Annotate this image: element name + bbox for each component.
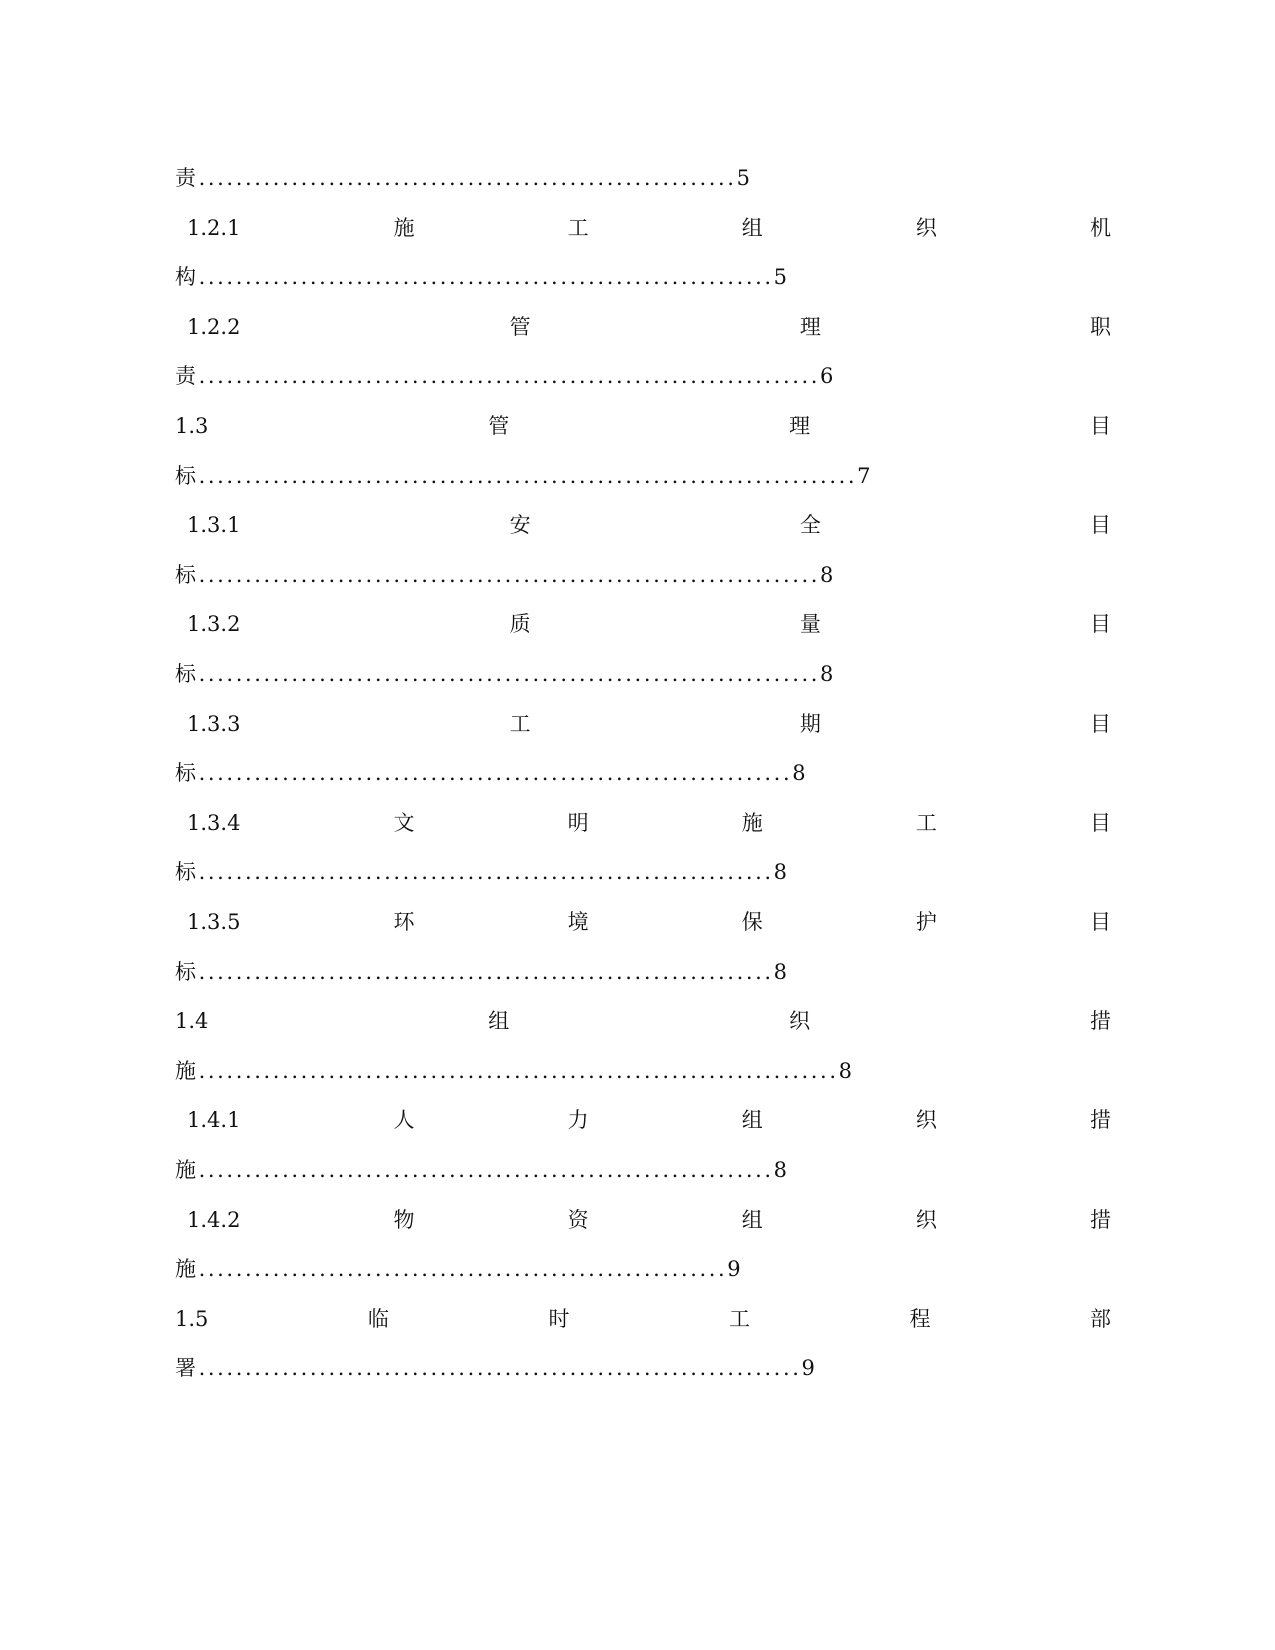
toc-section-number: 1.2.2: [187, 314, 241, 339]
toc-heading-char: 明: [567, 810, 589, 835]
toc-heading-char: 环: [393, 910, 415, 934]
toc-heading-char: 织: [789, 1009, 811, 1034]
toc-heading-char: 织: [915, 1108, 937, 1133]
toc-leader-line: [175, 557, 1111, 593]
toc-heading-char: 措: [1089, 1108, 1111, 1133]
toc-heading-line: [175, 805, 1111, 841]
toc-section-number: 1.3.3: [187, 711, 241, 736]
toc-heading-char: 文: [393, 810, 415, 835]
toc-leader-text: 构..............................................................5: [175, 265, 790, 290]
toc-heading-char: 量: [799, 612, 821, 637]
toc-leader-text: 标..............................................................8: [175, 959, 790, 984]
toc-section-number: 1.4.1: [187, 1108, 241, 1133]
toc-heading-char: 措: [1089, 1009, 1111, 1034]
toc-heading-char: 施: [741, 810, 763, 835]
toc-leader-text: 责..........................................................5: [175, 166, 753, 190]
toc-leader-text: 标...................................................................8: [175, 562, 837, 587]
toc-heading-char: 工: [915, 810, 937, 835]
toc-heading-line: [175, 1003, 1111, 1039]
toc-heading-char: 力: [567, 1108, 589, 1133]
toc-heading-char: 措: [1089, 1207, 1111, 1232]
toc-heading-line: [175, 210, 1111, 246]
toc-section-number: 1.4.2: [187, 1207, 241, 1232]
toc-leader-text: 标..............................................................8: [175, 860, 790, 885]
toc-heading-char: 理: [799, 314, 821, 339]
toc-heading-char: 程: [909, 1306, 931, 1331]
toc-section-number: 1.3.2: [187, 612, 241, 637]
toc-heading-line: [175, 408, 1111, 444]
toc-section-number: 1.3.5: [187, 910, 241, 934]
toc-heading-char: 目: [1090, 711, 1111, 736]
toc-heading-char: 职: [1090, 314, 1111, 339]
toc-heading-char: 目: [1089, 414, 1111, 438]
toc-heading-char: 组: [741, 1108, 763, 1133]
toc-leader-text: 署.................................................................9: [175, 1356, 818, 1381]
toc-heading-line: [175, 706, 1111, 742]
toc-heading-char: 目: [1089, 810, 1111, 835]
toc-leader-text: 标...................................................................8: [175, 662, 837, 686]
toc-section-number: 1.5: [175, 1306, 209, 1331]
toc-heading-char: 织: [915, 1207, 937, 1232]
toc-heading-char: 目: [1090, 513, 1111, 538]
toc-heading-char: 安: [509, 513, 531, 538]
toc-heading-char: 织: [915, 215, 937, 240]
toc-leader-text: 责...................................................................6: [175, 364, 837, 389]
toc-heading-char: 境: [567, 910, 589, 934]
toc-heading-char: 管: [509, 314, 531, 339]
toc-leader-text: 标.......................................................................7: [175, 463, 874, 488]
toc-heading-char: 物: [393, 1207, 415, 1232]
toc-leader-text: 施.....................................................................8: [175, 1058, 855, 1083]
toc-leader-line: [175, 1251, 1111, 1287]
toc-leader-text: 标................................................................8: [175, 761, 809, 786]
toc-section-number: 1.3.4: [187, 810, 241, 835]
toc-heading-char: 临: [367, 1306, 389, 1331]
toc-heading-char: 质: [509, 612, 531, 637]
toc-heading-char: 目: [1089, 910, 1111, 934]
toc-leader-line: [175, 854, 1111, 890]
toc-heading-char: 人: [393, 1108, 415, 1133]
toc-heading-char: 机: [1089, 215, 1111, 240]
toc-leader-text: 施..............................................................8: [175, 1158, 790, 1182]
toc-heading-char: 工: [509, 711, 531, 736]
toc-heading-line: [175, 1202, 1111, 1238]
toc-heading-char: 管: [488, 414, 510, 438]
toc-leader-line: [175, 1152, 1111, 1188]
toc-heading-line: [175, 904, 1111, 940]
toc-heading-char: 施: [393, 215, 415, 240]
toc-heading-line: [175, 606, 1111, 642]
toc-heading-line: [175, 507, 1111, 543]
toc-heading-char: 理: [789, 414, 811, 438]
toc-leader-line: [175, 755, 1111, 791]
toc-section-number: 1.3: [175, 414, 209, 438]
toc-leader-line: [175, 458, 1111, 494]
toc-leader-line: [175, 358, 1111, 394]
toc-section-number: 1.3.1: [187, 513, 241, 538]
toc-leader-line: [175, 1053, 1111, 1089]
toc-heading-char: 组: [741, 215, 763, 240]
toc-leader-line: [175, 1350, 1111, 1386]
toc-heading-char: 工: [728, 1306, 750, 1331]
toc-section-number: 1.4: [175, 1009, 209, 1034]
toc-leader-line: [175, 954, 1111, 990]
toc-heading-char: 期: [799, 711, 821, 736]
toc-heading-char: 组: [488, 1009, 510, 1034]
toc-heading-char: 组: [741, 1207, 763, 1232]
toc-heading-line: [175, 1301, 1111, 1337]
toc-heading-char: 护: [915, 910, 937, 934]
toc-section-number: 1.2.1: [187, 215, 241, 240]
toc-heading-char: 资: [567, 1207, 589, 1232]
toc-leader-line: [175, 259, 1111, 295]
toc-leader-text: 施.........................................................9: [175, 1257, 744, 1282]
toc-heading-char: 部: [1089, 1306, 1111, 1331]
toc-heading-char: 工: [567, 215, 589, 240]
toc-heading-line: [175, 1102, 1111, 1138]
toc-heading-char: 目: [1090, 612, 1111, 637]
toc-heading-char: 时: [548, 1306, 570, 1331]
toc-heading-line: [175, 309, 1111, 345]
toc-heading-char: 全: [799, 513, 821, 538]
toc-leader-line: [175, 656, 1111, 692]
toc-leader-line: [175, 160, 1111, 196]
toc-heading-char: 保: [741, 910, 763, 934]
